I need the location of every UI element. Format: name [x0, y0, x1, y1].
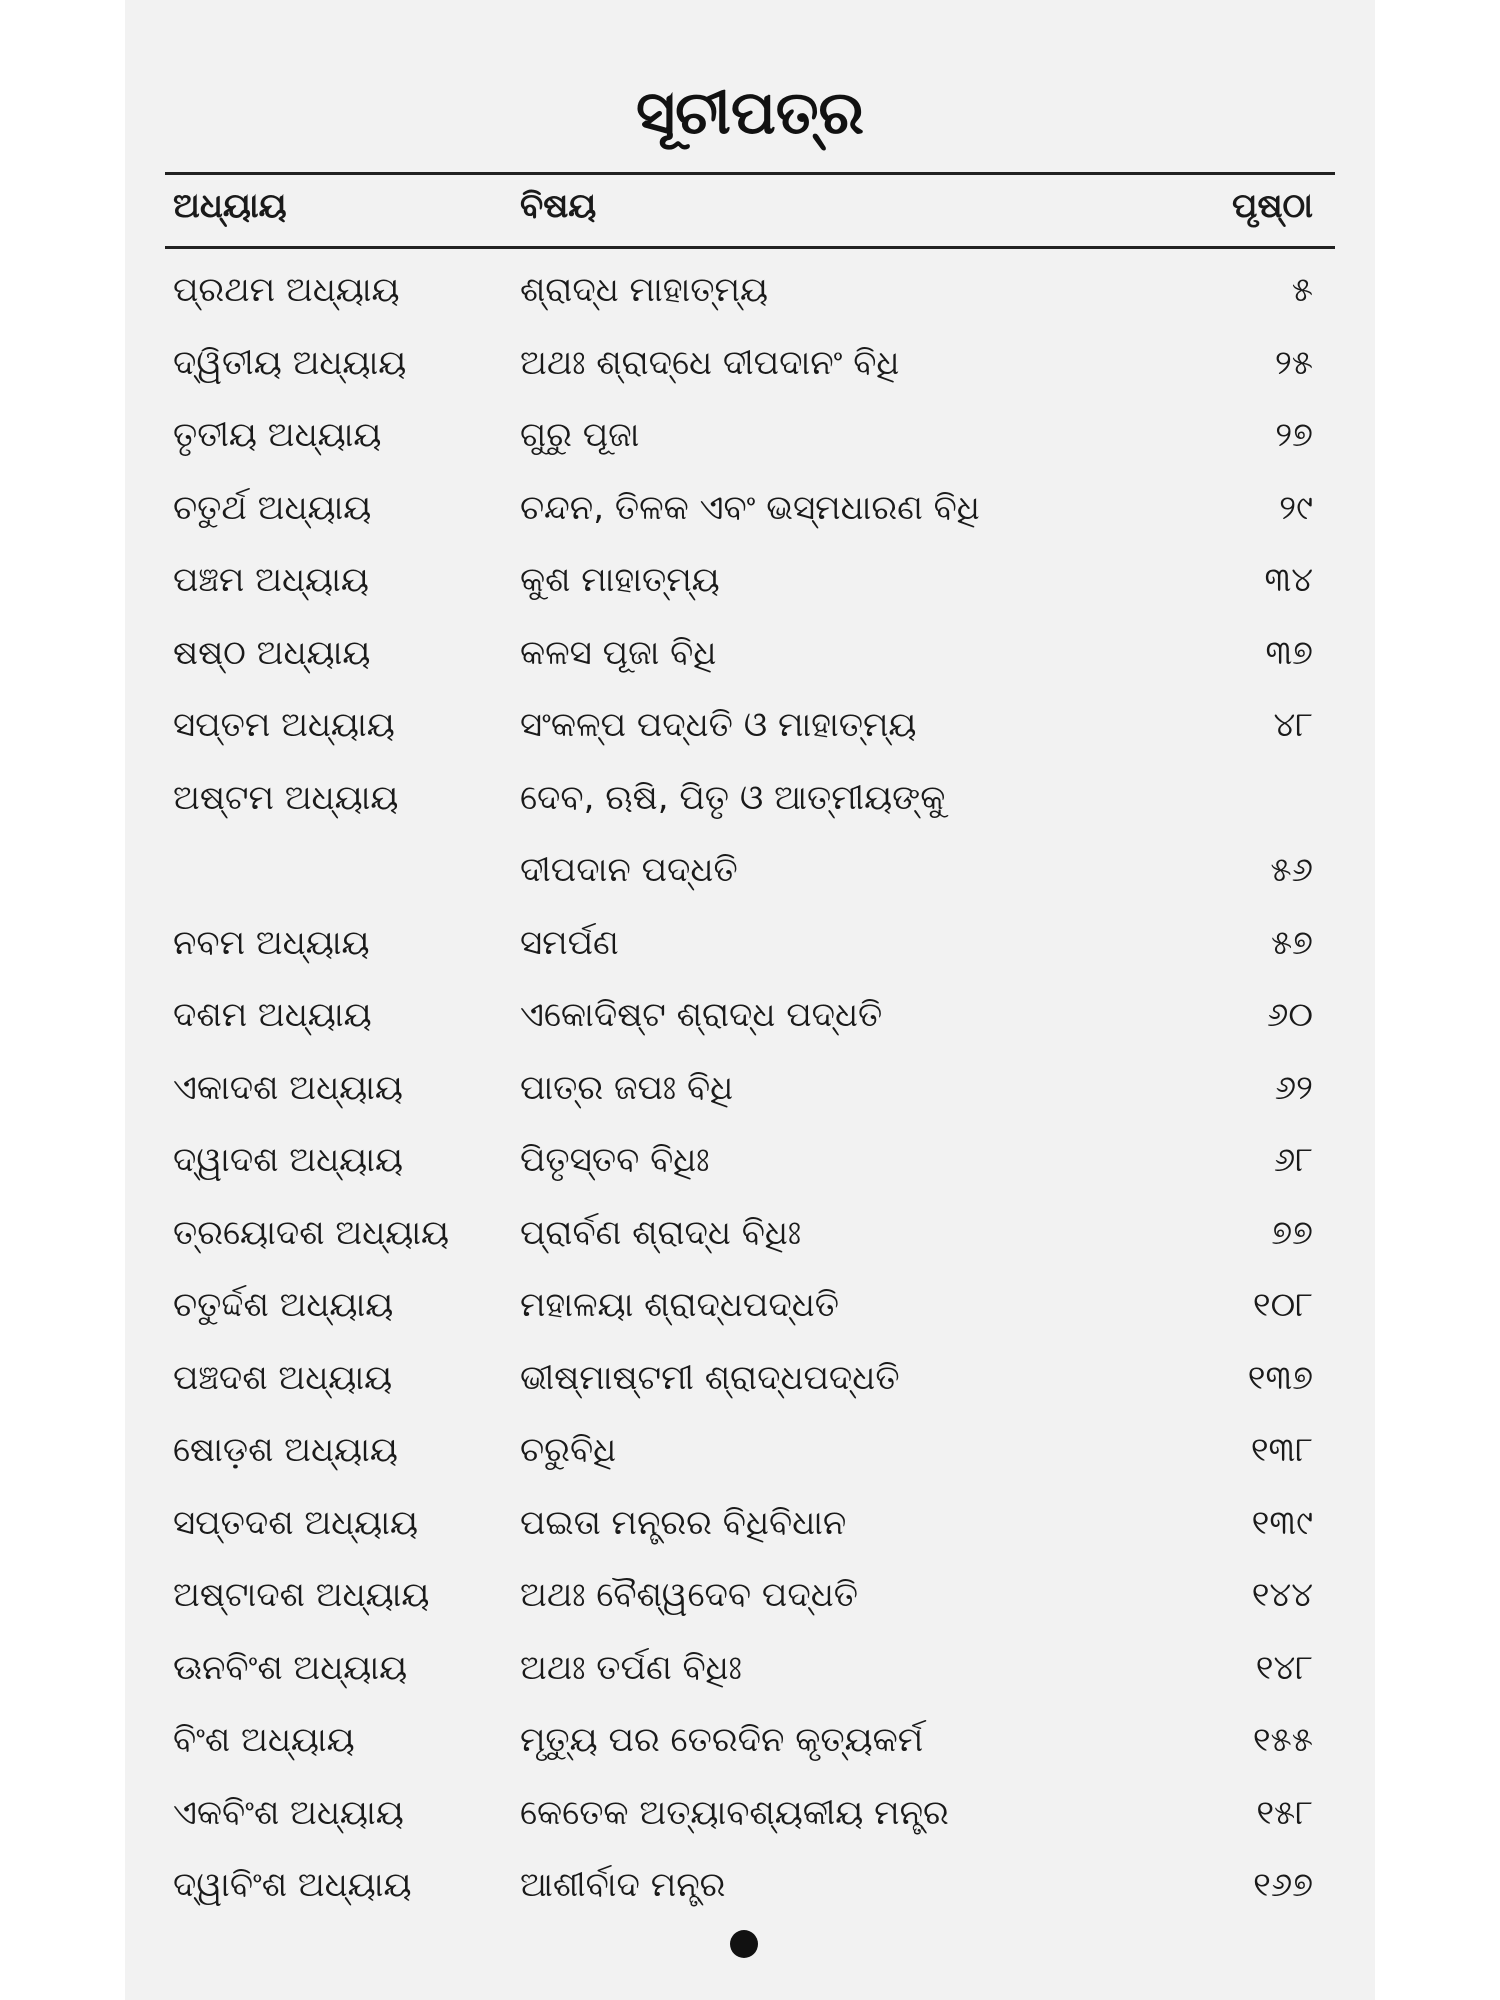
table-row: [125, 627, 1375, 700]
page-cell: ୧୦୮: [1252, 1285, 1313, 1325]
chapter-cell: ଚତୁର୍ଥ ଅଧ୍ୟାୟ: [173, 487, 372, 528]
table-row: [125, 699, 1375, 772]
page-cell: ୧୪୪: [1251, 1575, 1313, 1615]
table-row: [125, 917, 1375, 990]
subject-cell: ପିତୃସ୍ତବ ବିଧିଃ: [520, 1140, 710, 1180]
header-chapter: ଅଧ୍ୟାୟ: [173, 186, 287, 226]
chapter-cell: ଦଶମ ଅଧ୍ୟାୟ: [173, 995, 372, 1035]
chapter-cell: ନବମ ଅଧ୍ୟାୟ: [173, 922, 370, 963]
page-cell: ୩୪: [1264, 560, 1313, 600]
subject-cell: ଶ୍ରାଦ୍ଧ ମାହାତ୍ମ୍ୟ: [520, 270, 769, 310]
table-row: [125, 1642, 1375, 1715]
table-row: [125, 409, 1375, 482]
page-cell: ୧୩୯: [1251, 1502, 1313, 1543]
book-page: [125, 0, 1375, 2000]
top-rule: [165, 172, 1335, 175]
page-cell: ୨୫: [1274, 342, 1313, 383]
page-cell: ୬୦: [1267, 995, 1313, 1035]
chapter-cell: ଷଷ୍ଠ ଅଧ୍ୟାୟ: [173, 632, 371, 673]
subject-cell: ଚନ୍ଦନ, ତିଳକ ଏବଂ ଭସ୍ମଧାରଣ ବିଧି: [520, 487, 980, 528]
chapter-cell: ଊନବିଂଶ ଅଧ୍ୟାୟ: [173, 1647, 408, 1688]
header-page: ପୃଷ୍ଠା: [1232, 186, 1313, 226]
subject-cell: ଅଥଃ ତର୍ପଣ ବିଧିଃ: [520, 1647, 742, 1688]
table-row: [125, 482, 1375, 555]
subject-cell: ଅଥଃ ବୈଶ୍ୱଦେବ ପଦ୍ଧତି: [520, 1575, 858, 1615]
page-cell: ୬୮: [1273, 1140, 1313, 1180]
chapter-cell: ପ୍ରଥମ ଅଧ୍ୟାୟ: [173, 270, 400, 310]
page-title: ସୂଚୀପତ୍ର: [636, 78, 864, 148]
table-row: [125, 1062, 1375, 1135]
table-row: [125, 1787, 1375, 1860]
page-cell: ୧୫୫: [1252, 1720, 1313, 1760]
page-cell: ୧୪୮: [1255, 1647, 1313, 1688]
subject-cell: ପ୍ରାର୍ବଣ ଶ୍ରାଦ୍ଧ ବିଧିଃ: [520, 1212, 802, 1253]
subject-cell: ଗୁରୁ ପୂଜା: [520, 415, 640, 455]
page-cell: ୧୩୮: [1250, 1430, 1313, 1470]
table-row: [125, 1714, 1375, 1787]
page-cell: ୨୯: [1279, 487, 1313, 528]
table-row: [125, 554, 1375, 627]
page-cell: ୭୭: [1271, 1212, 1313, 1253]
subject-cell: କୁଶ ମାହାତ୍ମ୍ୟ: [520, 560, 720, 600]
header-rule: [165, 246, 1335, 249]
subject-cell: ପଇତା ମନ୍ତ୍ରର ବିଧିବିଧାନ: [520, 1502, 847, 1543]
page-cell: ୩୭: [1265, 632, 1313, 673]
page-cell: ୫୭: [1270, 922, 1313, 963]
table-row: [125, 1279, 1375, 1352]
subject-cell: ସମର୍ପଣ: [520, 922, 619, 963]
table-row: [125, 1134, 1375, 1207]
table-row: [125, 1497, 1375, 1570]
chapter-cell: ଏକବିଂଶ ଅଧ୍ୟାୟ: [173, 1792, 404, 1833]
subject-cell: ମହାଳୟା ଶ୍ରାଦ୍ଧପଦ୍ଧତି: [520, 1285, 839, 1325]
chapter-cell: ଅଷ୍ଟମ ଅଧ୍ୟାୟ: [173, 777, 399, 818]
subject-cell: ଆଶୀର୍ବାଦ ମନ୍ତ୍ର: [520, 1865, 726, 1905]
table-row: [125, 1352, 1375, 1425]
header-subject: ବିଷୟ: [520, 186, 597, 226]
chapter-cell: ଅଷ୍ଟାଦଶ ଅଧ୍ୟାୟ: [173, 1575, 430, 1615]
table-row: [125, 1207, 1375, 1280]
table-row: [125, 264, 1375, 337]
chapter-cell: ତୃତୀୟ ଅଧ୍ୟାୟ: [173, 415, 382, 455]
page-cell: ୬୨: [1274, 1067, 1313, 1108]
subject-cell: ଅଥଃ ଶ୍ରାଦ୍ଧେ ଦୀପଦାନଂ ବିଧି: [520, 342, 900, 383]
chapter-cell: ଦ୍ୱାଦଶ ଅଧ୍ୟାୟ: [173, 1140, 404, 1180]
subject-cell: ମୃତ୍ୟୁ ପର ତେରଦିନ କୃତ୍ୟକର୍ମ: [520, 1720, 924, 1760]
subject-cell: ଭୀଷ୍ମାଷ୍ଟମୀ ଶ୍ରାଦ୍ଧପଦ୍ଧତି: [520, 1357, 900, 1398]
toc-table: [125, 264, 1375, 1932]
page-cell: ୫: [1291, 270, 1313, 310]
subject-cell: ଦେବ, ଋଷି, ପିତୃ ଓ ଆତ୍ମୀୟଙ୍କୁ: [520, 777, 946, 818]
page-cell: ୪୮: [1273, 705, 1313, 745]
chapter-cell: ପଞ୍ଚଦଶ ଅଧ୍ୟାୟ: [173, 1357, 393, 1398]
subject-cell: ପାତ୍ର ଜପଃ ବିଧି: [520, 1067, 734, 1108]
chapter-cell: ସପ୍ତମ ଅଧ୍ୟାୟ: [173, 705, 395, 745]
table-row: [125, 1424, 1375, 1497]
page-cell: ୧୬୭: [1253, 1865, 1313, 1905]
table-row: [125, 337, 1375, 410]
table-row: [125, 1859, 1375, 1932]
chapter-cell: ଦ୍ୱିତୀୟ ଅଧ୍ୟାୟ: [173, 342, 407, 383]
table-row: [125, 772, 1375, 917]
chapter-cell: ଦ୍ୱାବିଂଶ ଅଧ୍ୟାୟ: [173, 1865, 412, 1905]
chapter-cell: ଏକାଦଶ ଅଧ୍ୟାୟ: [173, 1067, 403, 1108]
chapter-cell: ଷୋଡ଼ଶ ଅଧ୍ୟାୟ: [173, 1430, 398, 1470]
subject-cell: କେତେକ ଅତ୍ୟାବଶ୍ୟକୀୟ ମନ୍ତ୍ର: [520, 1792, 949, 1833]
page-cell: ୨୭: [1275, 415, 1313, 455]
page-dot: [730, 1930, 758, 1958]
subject-cell-continued: ଦୀପଦାନ ପଦ୍ଧତି: [520, 849, 738, 890]
chapter-cell: ତ୍ରୟୋଦଶ ଅଧ୍ୟାୟ: [173, 1212, 450, 1253]
subject-cell: ଚରୁବିଧି: [520, 1430, 617, 1470]
chapter-cell: ଚତୁର୍ଦ୍ଦଶ ଅଧ୍ୟାୟ: [173, 1285, 394, 1325]
table-header: [125, 186, 1375, 236]
page-cell: ୫୬: [1270, 849, 1313, 890]
page-cell: ୧୫୮: [1256, 1792, 1313, 1833]
table-row: [125, 989, 1375, 1062]
chapter-cell: ସପ୍ତଦଶ ଅଧ୍ୟାୟ: [173, 1502, 419, 1543]
subject-cell: ସଂକଳ୍ପ ପଦ୍ଧତି ଓ ମାହାତ୍ମ୍ୟ: [520, 705, 917, 745]
chapter-cell: ପଞ୍ଚମ ଅଧ୍ୟାୟ: [173, 560, 369, 600]
subject-cell: କଳସ ପୂଜା ବିଧି: [520, 632, 717, 673]
chapter-cell: ବିଂଶ ଅଧ୍ୟାୟ: [173, 1720, 355, 1760]
page-cell: ୧୩୭: [1247, 1357, 1313, 1398]
subject-cell: ଏକୋଦିଷ୍ଟ ଶ୍ରାଦ୍ଧ ପଦ୍ଧତି: [520, 995, 883, 1035]
table-row: [125, 1569, 1375, 1642]
